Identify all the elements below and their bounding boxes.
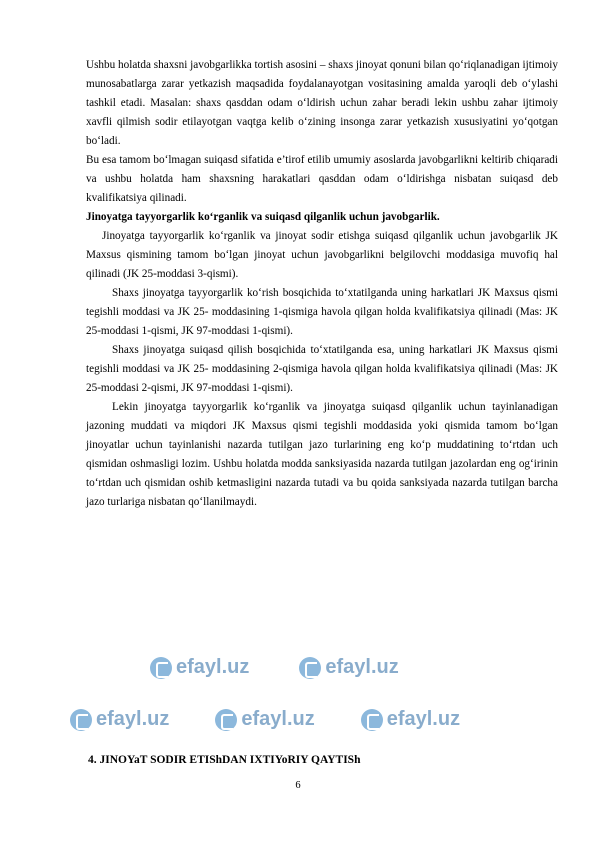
watermark-row-top — [150, 656, 399, 679]
watermark-text: efayl.uz — [386, 708, 461, 730]
watermark — [215, 708, 314, 731]
efayl-logo-icon — [70, 709, 92, 731]
efayl-logo-icon — [299, 657, 321, 679]
watermark — [299, 656, 398, 679]
watermark-text: efayl.uz — [176, 656, 250, 678]
watermark — [361, 708, 460, 731]
page-number: 6 — [295, 780, 301, 791]
watermark — [70, 708, 169, 731]
watermark — [150, 656, 249, 679]
watermark-text: efayl.uz — [96, 708, 170, 730]
paragraph-4: Shaxs jinoyatga tayyorgarlik ko‘rish bosqichida to‘xtatilganda uning harkatlari JK Maxsus qismi tegishli moddasi va JK 25- moddasining 1-qismiga havola qilgan holda kvalifikatsiya qilinadi (Mas: JK 25-moddasi 1-qismi, JK 97-moddasi 1-qismi). — [86, 287, 558, 337]
paragraph-1: Ushbu holatda shaxsni javobgarlikka tortish asosini – shaxs jinoyat qonuni bilan qo‘riqlanadigan ijtimoiy munosabatlarga zarar yetkazish maqsadida foydalanayotgan vositasining amalda yaroqli deb o‘ylashi tashkil etadi. Masalan: shaxs qasddan odam o‘ldirish uchun zahar beradi lekin ushbu zahar ijtimoiy xavfli qilmish sodir etilayotgan vaqtga kelib o‘zining insonga zarar yetkazish xususiyatini yo‘qotgan bo‘ladi. — [86, 59, 558, 147]
paragraph-6: Lekin jinoyatga tayyorgarlik ko‘rganlik va jinoyatga suiqasd qilganlik uchun tayinlanadigan jazoning muddati va miqdori JK Maxsus qismi tegishli moddasida yoki qismida tamom bo‘lgan jinoyatlar uchun tayinlanishi nazarda tutilgan jazo turlarining eng ko‘p muddatining to‘rtdan uch qismidan oshmasligi lozim. Ushbu holatda modda sanksiyasida nazarda tutilgan jazolardan eng og‘irinin to‘rtdan uch qismidan oshib ketmasligini nazarda tutadi va bu qoida sanksiyada nazarda tutilgan barcha jazo turlariga nisbatan qo‘llanilmaydi. — [86, 401, 558, 508]
paragraph-3: Jinoyatga tayyorgarlik ko‘rganlik va jinoyat sodir etishga suiqasd qilganlik uchun javobgarlik JK Maxsus qismining tamom bo‘lgan jinoyat uchun javobgarlikni belgilovchi moddasiga muvofiq hal qilinadi (JK 25-moddasi 3-qismi). — [86, 230, 558, 280]
next-section-heading: 4. JINOYaT SODIR ETIShDAN IXTIYoRIY QAYTISh — [88, 754, 361, 766]
watermark-text: efayl.uz — [325, 656, 399, 678]
paragraph-2: Bu esa tamom bo‘lmagan suiqasd sifatida e’tirof etilib umumiy asoslarda javobgarlikni keltirib chiqaradi va ushbu holatda ham shaxsning harakatlari qasddan odam o‘ldirishga nisbatan suiqasd deb kvalifikatsiya qilinadi. — [86, 154, 558, 204]
section-heading: Jinoyatga tayyorgarlik ko‘rganlik va suiqasd qilganlik uchun javobgarlik. — [86, 211, 440, 223]
watermark-row-bottom — [70, 708, 460, 731]
efayl-logo-icon — [361, 709, 383, 731]
document-body — [86, 56, 558, 512]
efayl-logo-icon — [150, 657, 172, 679]
efayl-logo-icon — [215, 709, 237, 731]
paragraph-5: Shaxs jinoyatga suiqasd qilish bosqichida to‘xtatilganda esa, uning harkatlari JK Maxsus qismi tegishli moddasi va JK 25- moddasining 2-qismiga havola qilgan holda kvalifikatsiya qilinadi (Mas: JK 25-moddasi 2-qismi, JK 97-moddasi 1-qismi). — [86, 344, 558, 394]
watermark-text: efayl.uz — [241, 708, 315, 730]
